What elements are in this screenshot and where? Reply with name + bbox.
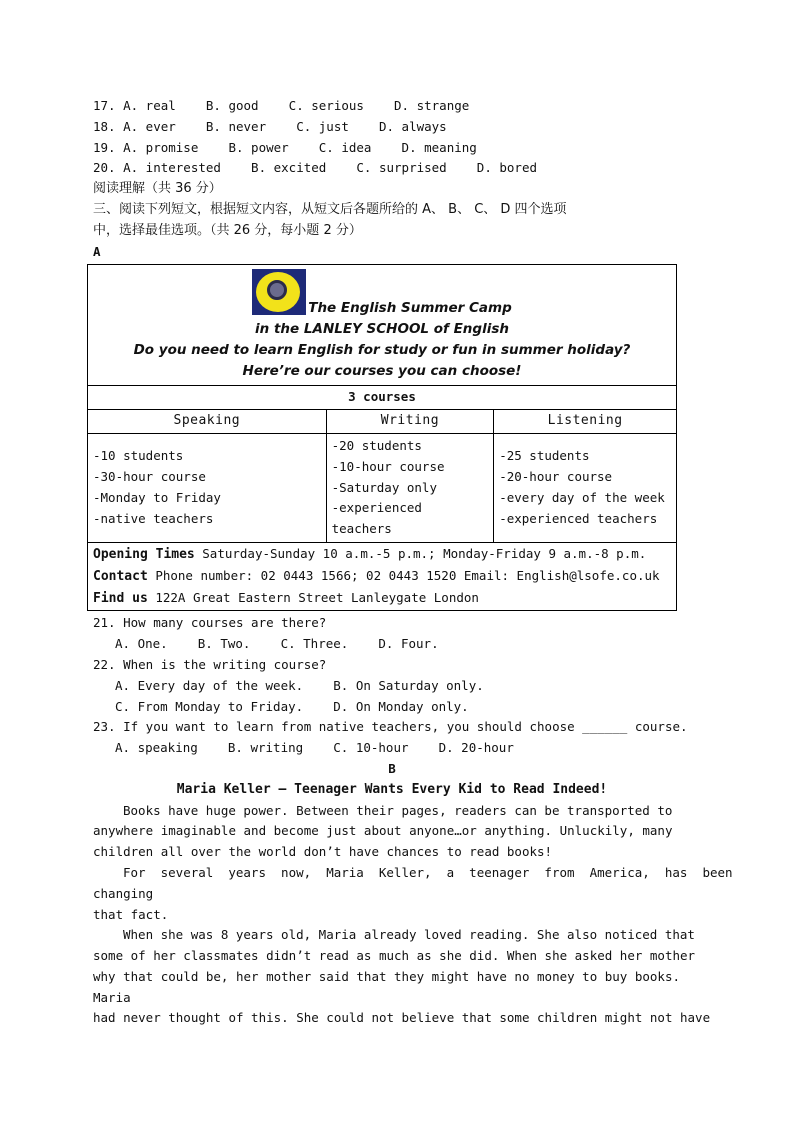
- listening-features: [494, 433, 676, 542]
- courses-count: 3 courses: [88, 386, 676, 410]
- feature-item: -10-hour course: [331, 458, 445, 474]
- column-header-writing: Writing: [326, 410, 494, 434]
- passage-line: anywhere imaginable and become just about anyone…or anything. Unluckily, many: [93, 823, 673, 839]
- passage-line: Maria: [93, 989, 131, 1005]
- question-21-options: A. One. B. Two. C. Three. D. Four.: [115, 636, 439, 652]
- passage-line: When she was 8 years old, Maria already loved reading. She also noticed that: [123, 927, 695, 943]
- option-line-20: 20. A. interested B. excited C. surprised D. bored: [93, 160, 538, 176]
- option-line-19: 19. A. promise B. power C. idea D. meaning: [93, 139, 477, 155]
- option-line-17: 17. A. real B. good C. serious D. strange: [93, 98, 470, 113]
- passage-b-title: Maria Keller — Teenager Wants Every Kid to Read Indeed!: [176, 781, 608, 797]
- passage-b-letter: B: [388, 760, 396, 776]
- feature-item: -Monday to Friday: [93, 489, 221, 505]
- feature-item: -experienced teachers: [499, 510, 658, 526]
- ad-tagline-2: Here’re our courses you can choose!: [242, 363, 522, 380]
- address-info: [93, 588, 671, 610]
- column-header-listening: Listening: [494, 410, 676, 434]
- feature-item: -30-hour course: [93, 469, 206, 485]
- opening-times: [93, 544, 671, 566]
- feature-item: -25 students: [499, 448, 590, 464]
- contact-value: Phone number: 02 0443 1566; 02 0443 1520 Email: English@lsofe.co.uk: [147, 567, 660, 583]
- feature-item: teachers: [331, 521, 392, 537]
- ad-title: The English Summer Camp: [308, 300, 512, 317]
- ad-header: [88, 265, 676, 385]
- find-value: 122A Great Eastern Street Lanleygate London: [147, 589, 479, 605]
- feature-item: -Saturday only: [331, 479, 437, 495]
- question-22-stem: 22. When is the writing course?: [93, 656, 327, 672]
- passage-line: changing: [93, 885, 154, 901]
- instruction-line-2: 中，选择最佳选项。（共 26 分，每小题 2 分）: [93, 222, 362, 238]
- question-22-options-2: C. From Monday to Friday. D. On Monday only.: [115, 698, 469, 714]
- passage-line: had never thought of this. She could not believe that some children might not have: [93, 1010, 711, 1026]
- passage-line: some of her classmates didn’t read as much as she did. When she asked her mother: [93, 948, 696, 964]
- section-heading: 阅读理解（共 36 分）: [93, 181, 222, 197]
- feature-item: -10 students: [93, 448, 184, 464]
- speaking-features: [88, 433, 326, 542]
- passage-line: Books have huge power. Between their pages, readers can be transported to: [123, 802, 673, 818]
- camp-logo-icon: [252, 269, 306, 319]
- contact-info: [93, 566, 671, 588]
- question-23-options: A. speaking B. writing C. 10-hour D. 20-hour: [115, 740, 514, 756]
- instruction-line-1: 三、阅读下列短文，根据短文内容，从短文后各题所给的 A、 B、 C、 D 四个选项: [93, 201, 567, 217]
- opening-value: Saturday-Sunday 10 a.m.-5 p.m.; Monday-Friday 9 a.m.-8 p.m.: [194, 545, 647, 561]
- question-23-stem: 23. If you want to learn from native teachers, you should choose ______ course.: [93, 719, 688, 735]
- ad-tagline-1: Do you need to learn English for study or fun in summer holiday?: [133, 342, 631, 359]
- exam-page: [93, 96, 733, 1029]
- summer-camp-ad: [87, 264, 677, 611]
- question-22-options-1: A. Every day of the week. B. On Saturday only.: [115, 677, 484, 693]
- passage-line: why that could be, her mother said that they might have no money to buy books.: [93, 968, 680, 984]
- feature-item: -20-hour course: [499, 469, 613, 485]
- ad-info: [88, 542, 676, 610]
- ad-subtitle: in the LANLEY SCHOOL of English: [255, 321, 509, 338]
- options-part1: [93, 96, 703, 179]
- feature-item: -20 students: [331, 437, 422, 453]
- feature-item: -experienced: [331, 500, 422, 516]
- passage-line: that fact.: [93, 906, 169, 922]
- passage-b-body: [93, 801, 733, 1030]
- question-21-stem: 21. How many courses are there?: [93, 615, 327, 631]
- passage-line: For several years now, Maria Keller, a teenager from America, has been: [123, 864, 733, 880]
- passage-a-questions: [93, 613, 703, 759]
- courses-table: [88, 385, 676, 610]
- passage-a-letter: A: [93, 243, 101, 259]
- column-header-speaking: Speaking: [88, 410, 326, 434]
- passage-line: children all over the world don’t have chances to read books!: [93, 844, 553, 860]
- find-label: Find us: [93, 590, 148, 606]
- feature-item: -native teachers: [93, 510, 214, 526]
- opening-label: Opening Times: [93, 546, 195, 562]
- contact-label: Contact: [93, 568, 148, 584]
- writing-features: [326, 433, 494, 542]
- feature-item: -every day of the week: [499, 489, 665, 505]
- option-line-18: 18. A. ever B. never C. just D. always: [93, 118, 447, 134]
